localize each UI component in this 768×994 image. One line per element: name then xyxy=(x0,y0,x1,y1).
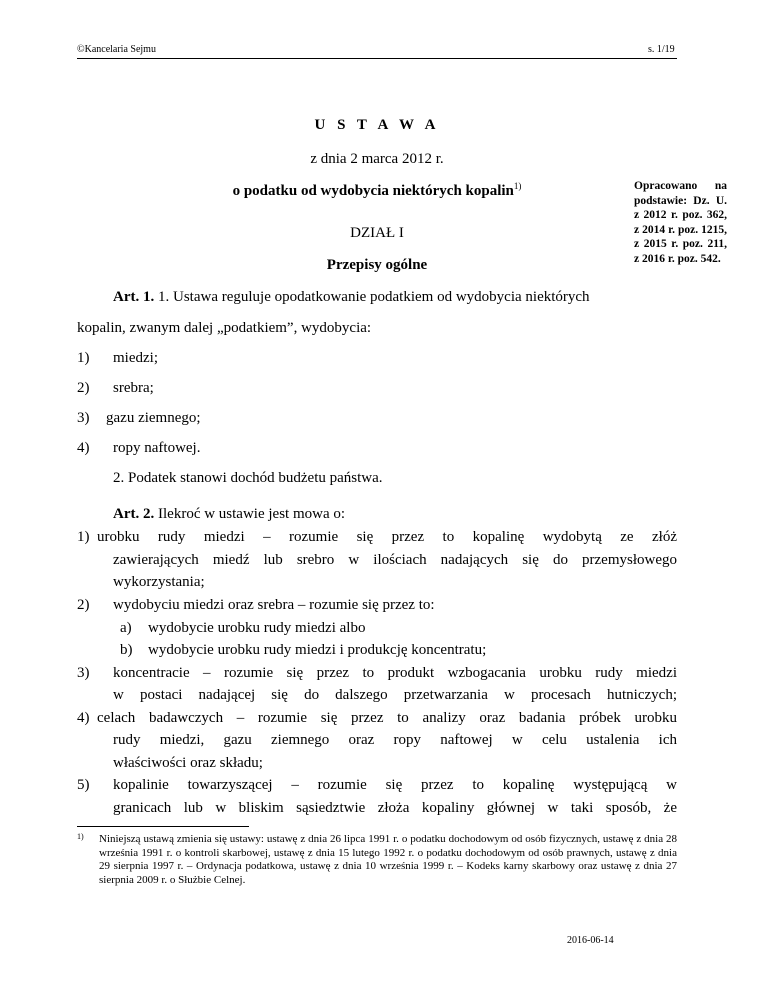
header-publisher: ©Kancelaria Sejmu xyxy=(77,44,156,55)
art2-def2-a: wydobycie urobku rudy miedzi albo xyxy=(148,620,366,636)
art2-label: Art. 2. xyxy=(113,506,155,522)
art2-intro: Ilekroć w ustawie jest mowa o: xyxy=(158,506,346,522)
act-date: z dnia 2 marca 2012 r. xyxy=(310,151,444,167)
art2-def5-line1: kopalinie towarzyszącej – rozumie się przez to kopalinę występującą w xyxy=(113,777,677,793)
footnote-reference[interactable]: 1) xyxy=(513,181,522,191)
art1-label: Art. 1. xyxy=(113,289,155,305)
art2-def2-line1: wydobyciu miedzi oraz srebra – rozumie się przez to: xyxy=(113,597,435,613)
art2-def2-a-num: a) xyxy=(120,620,132,636)
art2-def1-line2: zawierających miedź lub srebro w ilościach nadających się do przemysłowego xyxy=(113,552,677,568)
art2-def4-line2: rudy miedzi, gazu ziemnego oraz ropy naftowej w celu ustalenia ich xyxy=(113,732,677,748)
art1-item-text: ropy naftowej. xyxy=(113,440,201,456)
art2-def-num: 4) xyxy=(77,710,90,726)
art2-def2-b: wydobycie urobku rudy miedzi i produkcję koncentratu; xyxy=(148,642,487,658)
art2-def4-line1: celach badawczych – rozumie się przez to analizy oraz badania próbek urobku xyxy=(97,710,677,726)
art2-def3-line1: koncentracie – rozumie się przez to produkt wzbogacania urobku rudy miedzi xyxy=(113,665,677,681)
art1-item-num: 4) xyxy=(77,440,90,456)
art1-item-text: srebra; xyxy=(113,380,154,396)
division-heading: DZIAŁ I xyxy=(350,225,404,241)
act-subject-text: o podatku od wydobycia niektórych kopalin xyxy=(232,183,514,199)
footer-date: 2016-06-14 xyxy=(567,935,614,946)
art2-def-num: 2) xyxy=(77,597,90,613)
art1-p1-line2: kopalin, zwanym dalej „podatkiem”, wydobycia: xyxy=(77,320,372,336)
art2-intro-line xyxy=(113,506,345,523)
art1-p2: 2. Podatek stanowi dochód budżetu państwa. xyxy=(113,470,383,486)
art2-def-num: 3) xyxy=(77,665,90,681)
art2-def3-line2: w postaci nadającej się do dalszego przetwarzania w procesach hutniczych; xyxy=(113,687,677,703)
footnote-text: Niniejszą ustawą zmienia się ustawy: ustawę z dnia 26 lipca 1991 r. o podatku dochodowym od osób fizycznych, ustawę z dnia 28 września 1991 r. o kontroli skarbowej, ustawę z dnia 15 lutego 1992 r. o podatku dochodowym od osób prawnych, ustawę z dnia 29 sierpnia 1997 r. – Ordynacja podatkowa, ustawę z dnia 10 września 1999 r. – Kodeks karny skarbowy oraz ustawę z dnia 27 sierpnia 2009 r. o Służbie Celnej. xyxy=(99,833,677,886)
art1-item-text: miedzi; xyxy=(113,350,158,366)
art2-def2-b-num: b) xyxy=(120,642,133,658)
act-title: U S T A W A xyxy=(314,117,440,133)
header-page-number: s. 1/19 xyxy=(648,44,675,55)
art2-def1-line1: urobku rudy miedzi – rozumie się przez to kopalinę wydobytą ze złóż xyxy=(97,529,677,545)
art1-p1-line1: 1. Ustawa reguluje opodatkowanie podatkiem od wydobycia niektórych xyxy=(158,289,590,305)
art1-item-num: 3) xyxy=(77,410,90,426)
art2-def1-line3: wykorzystania; xyxy=(113,574,205,590)
art2-def-num: 1) xyxy=(77,529,90,545)
art1-item-num: 1) xyxy=(77,350,90,366)
art1-item-num: 2) xyxy=(77,380,90,396)
art2-def5-line2: granicach lub w bliskim sąsiedztwie złoża kopaliny głównej w taki sposób, że xyxy=(113,800,677,816)
section-heading: Przepisy ogólne xyxy=(326,257,428,273)
footnote xyxy=(77,833,677,887)
art1-paragraph-line xyxy=(113,289,590,306)
footnote-mark: 1) xyxy=(77,832,84,841)
act-subject xyxy=(77,181,677,200)
art2-def-num: 5) xyxy=(77,777,90,793)
footnote-divider xyxy=(77,826,249,827)
source-margin-note: Opracowano na podstawie: Dz. U. z 2012 r. poz. 362, z 2014 r. poz. 1215, z 2015 r. poz. 211, z 2016 r. poz. 542. xyxy=(634,180,727,265)
art2-def4-line3: właściwości oraz składu; xyxy=(113,755,263,771)
art1-item-text: gazu ziemnego; xyxy=(106,410,201,426)
header-divider xyxy=(77,58,677,59)
